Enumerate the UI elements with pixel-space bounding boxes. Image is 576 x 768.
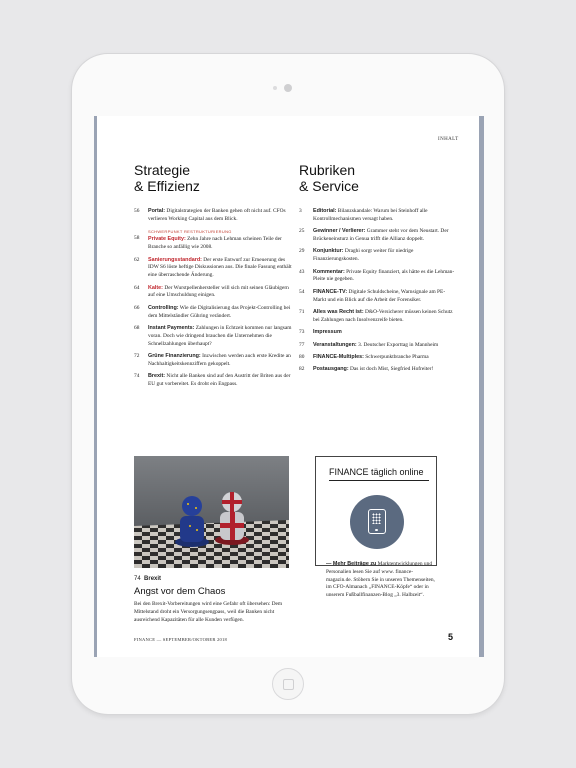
entry-heading: Editorial: (313, 208, 337, 214)
entry-text: 3. Deutscher Exporttag in Mannheim (356, 341, 439, 348)
front-camera (284, 84, 292, 92)
contents-entry[interactable] (299, 354, 457, 362)
entry-text: Zehn Jahre nach Lehman scheinen Teile der Branche so anfällig wie 2008. (148, 236, 282, 251)
left-title-line2: & Effizienz (134, 178, 200, 194)
entry-text: D&O-Versicherer müssen keinen Schutz bei Zahlungen nach Insolvenzreife bieten. (313, 308, 453, 323)
entry-heading: Kommentar: (313, 268, 345, 275)
online-promo-body: Marktentwicklungen und Personalien lesen Sie auf www. finance-magazin.de. Stöbern Sie in unseren Themenseiten, im CFO-Almanach „FINANCE-Köpfe“ oder in unserem Fußballfinanzen-Blog „3. Halbzeit“. (326, 561, 435, 599)
left-section-title (134, 162, 274, 194)
entry-heading: FINANCE-Multiples: (313, 353, 364, 360)
entry-text: Bilanzskandale: Warum bei Steinhoff alle Kontrollmechanismen versagt haben. (313, 208, 428, 222)
entry-heading: Controlling: (148, 304, 179, 311)
entry-page-number: 80 (299, 353, 305, 360)
entry-page-number: 54 (299, 288, 305, 295)
feature-caption-num (134, 576, 161, 582)
entry-heading: Kalte: (148, 284, 163, 291)
right-contents-list (299, 208, 457, 379)
entry-page-number: 56 (134, 208, 140, 214)
page-footer: FINANCE — SEPTEMBER/OKTOBER 2018 (134, 637, 227, 642)
entry-page-number: 72 (134, 353, 140, 360)
contents-entry[interactable] (134, 257, 292, 280)
feature-kicker: Brexit (144, 576, 162, 582)
entry-page-number: 3 (299, 208, 302, 214)
entry-text: Nicht alle Banken sind auf den Austritt der Briten aus der EU gut vorbereitet. Es droht ein Engpass. (148, 373, 291, 387)
entry-text: Zahlungen in Echtzeit kommen nur langsam voran. Doch wie dringend brauchen die Unternehmen die Schnellzahlungen überhaupt? (148, 325, 292, 347)
contents-entry[interactable] (134, 228, 292, 252)
contents-entry[interactable] (299, 289, 457, 305)
sensor-dot (273, 86, 277, 90)
entry-heading: Alles was Recht ist: (313, 308, 364, 315)
contents-entry[interactable] (299, 208, 457, 224)
entry-heading: Instant Payments: (148, 325, 195, 332)
entry-text: Schwerpunktbranche Pharma (363, 353, 429, 360)
entry-heading: Veranstaltungen: (313, 341, 357, 348)
contents-entry[interactable] (299, 329, 457, 337)
entry-heading: FINANCE-TV: (313, 288, 348, 295)
online-promo-lead: — Mehr Beiträge zu (326, 561, 377, 567)
entry-page-number: 82 (299, 366, 305, 373)
contents-entry[interactable] (299, 228, 457, 244)
tablet-icon (368, 509, 386, 534)
online-promo-box[interactable] (315, 456, 437, 566)
entry-text: Das ist doch Mist, Siegfried Hofreiter! (348, 366, 434, 373)
brexit-chess-photo (134, 456, 289, 568)
contents-entry[interactable] (134, 285, 292, 301)
online-promo-text (326, 561, 436, 600)
left-title-line1: Strategie (134, 162, 191, 178)
feature-title[interactable]: Angst vor dem Chaos (134, 586, 226, 597)
page-edge-left (94, 116, 97, 657)
entry-heading: Sanierungsstandard: (148, 256, 202, 263)
contents-entry[interactable] (134, 325, 292, 348)
entry-text: Der Wurstpellenhersteller will sich mit seinen Gläubigern auf eine Umschuldung einigen. (148, 284, 289, 299)
entry-page-number: 73 (299, 329, 305, 336)
entry-heading: Private Equity: (148, 236, 186, 243)
online-promo-title: FINANCE täglich online (329, 467, 429, 481)
entry-page-number: 68 (134, 325, 140, 332)
contents-entry[interactable] (299, 342, 457, 350)
entry-page-number: 58 (134, 235, 140, 242)
entry-kicker: SCHWERPUNKT RESTRUKTURIERUNG (148, 229, 232, 235)
entry-heading: Konjunktur: (313, 248, 344, 255)
right-title-line2: & Service (299, 178, 359, 194)
contents-entry[interactable] (134, 353, 292, 369)
entry-text: Digitalstrategien der Banken gehen oft nicht auf. CFOs verlieren Working Capital aus dem Blick. (148, 208, 286, 222)
entry-page-number: 74 (134, 373, 140, 380)
entry-text: Grammer steht vor dem Neustart. Der Brückeneinsturz in Genua trifft die Allianz doppelt. (313, 228, 449, 242)
entry-heading: Impressum (313, 329, 342, 336)
entry-heading: Portal: (148, 208, 166, 214)
home-square-icon (283, 679, 294, 690)
entry-heading: Brexit: (148, 373, 166, 380)
entry-text: Digitale Schuldscheine, Warnsignale am PE-Markt und ein Blick auf die Arbeit der Forensiker. (313, 288, 446, 303)
contents-entry[interactable] (134, 373, 292, 389)
entry-text: Der erste Entwurf zur Erneuerung des IDW S6 löste heftige Diskussionen aus. Die finale Fassung enthält eine überraschende Änderung. (148, 256, 292, 279)
icon-circle (350, 495, 404, 549)
right-title-line1: Rubriken (299, 162, 356, 178)
contents-entry[interactable] (299, 248, 457, 264)
entry-page-number: 64 (134, 284, 140, 291)
entry-text: Private Equity finanziert, als hätte es die Lehman-Pleite nie gegeben. (313, 268, 455, 283)
page-number: 5 (448, 632, 454, 642)
contents-entry[interactable] (299, 269, 457, 285)
home-button[interactable] (272, 668, 304, 700)
entry-page-number: 77 (299, 341, 305, 348)
contents-entry[interactable] (134, 208, 292, 224)
entry-heading: Postausgang: (313, 366, 349, 373)
right-section-title (299, 162, 439, 194)
entry-text: Wie die Digitalisierung das Projekt-Controlling bei dem Mittelständler Gühring verändert. (148, 304, 291, 319)
entry-page-number: 25 (299, 228, 305, 235)
feature-page-number: 74 (134, 576, 141, 582)
left-contents-list (134, 208, 292, 393)
entry-text: Draghi sorgt weiter für niedrige Finanzierungskosten. (313, 248, 414, 263)
entry-heading: Gewinner / Verlierer: (313, 228, 366, 235)
entry-text: Inzwischen werden auch erste Kredite an Nachhaltigkeitskennziffern gekoppelt. (148, 353, 291, 367)
page-edge-right (479, 116, 484, 657)
contents-entry[interactable] (299, 366, 457, 374)
entry-page-number: 62 (134, 256, 140, 263)
entry-page-number: 71 (299, 308, 305, 315)
contents-entry[interactable] (134, 305, 292, 321)
section-label: INHALT (438, 137, 459, 142)
entry-page-number: 66 (134, 304, 140, 311)
contents-entry[interactable] (299, 309, 457, 325)
entry-heading: Grüne Finanzierung: (148, 353, 201, 360)
entry-page-number: 29 (299, 248, 305, 255)
feature-teaser: Bei den Brexit-Vorbereitungen wird eine Gefahr oft übersehen: Dem Mittelstand droht ein Versorgungsengpass, weil die Banken nicht ausreichend Kapazitäten für alle Kunden verfügen. (134, 601, 283, 623)
entry-page-number: 43 (299, 268, 305, 275)
